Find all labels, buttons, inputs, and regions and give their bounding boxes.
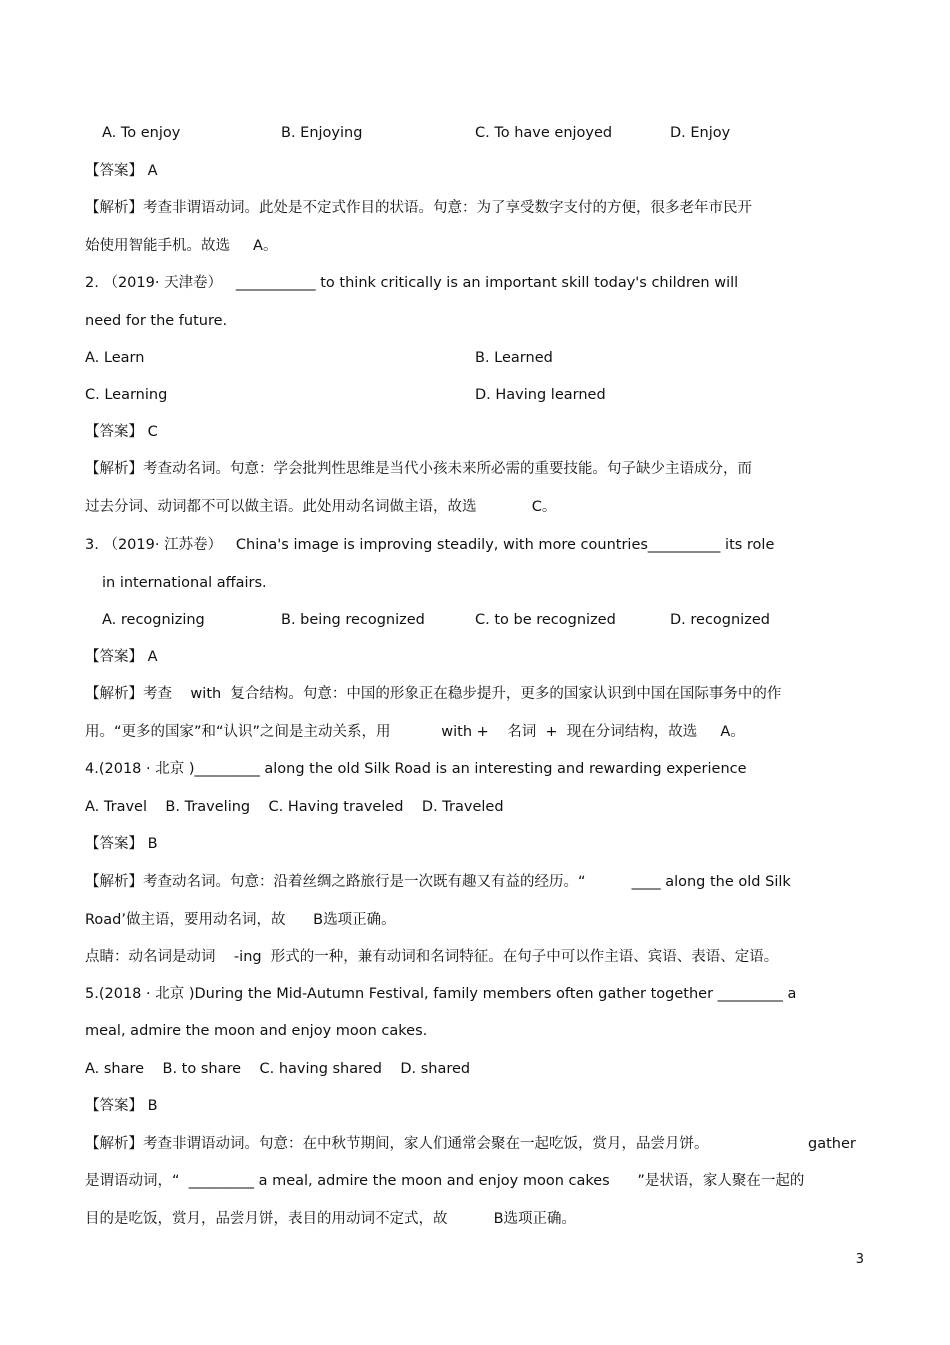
q4-analysis-line-1: 【解析】考查动名词。句意：沿着丝绸之路旅行是一次既有趣又有益的经历。“ ____ along the old Silk xyxy=(85,874,791,890)
q1-analysis-line-1: 【解析】考查非谓语动词。此处是不定式作目的状语。句意：为了享受数字支付的方便，很多老年市民开 xyxy=(85,200,752,216)
q4-tip: 点睛：动名词是动词 -ing 形式的一种，兼有动词和名词特征。在句子中可以作主语、宾语、表语、定语。 xyxy=(85,949,779,965)
q3-stem-line-2: in international affairs. xyxy=(102,575,267,591)
q3-option-a: A. recognizing xyxy=(102,612,205,628)
q5-analysis-line-1-tail: gather xyxy=(808,1136,856,1152)
q5-stem-line-2: meal, admire the moon and enjoy moon cakes. xyxy=(85,1023,428,1039)
q2-option-a: A. Learn xyxy=(85,350,145,366)
q4-answer: 【答案】 B xyxy=(85,836,158,852)
q5-analysis-line-3: 目的是吃饭，赏月，品尝月饼，表目的用动词不定式，故 B选项正确。 xyxy=(85,1211,577,1227)
q1-option-b: B. Enjoying xyxy=(281,125,363,141)
q2-answer: 【答案】 C xyxy=(85,424,158,440)
q2-analysis-line-2: 过去分词、动词都不可以做主语。此处用动名词做主语，故选 C。 xyxy=(85,499,557,515)
page-number: 3 xyxy=(855,1252,864,1267)
q5-analysis-line-2: 是谓语动词，“ _________ a meal, admire the moon and enjoy moon cakes ”是状语，家人聚在一起的 xyxy=(85,1173,805,1189)
q3-analysis-line-2: 用。“更多的国家”和“认识”之间是主动关系，用 with + 名词 + 现在分词结构，故选 A。 xyxy=(85,724,745,740)
q2-option-d: D. Having learned xyxy=(475,387,606,403)
q3-option-d: D. recognized xyxy=(670,612,770,628)
q5-options: A. share B. to share C. having shared D. shared xyxy=(85,1061,471,1077)
q2-stem-line-2: need for the future. xyxy=(85,313,228,329)
q3-answer: 【答案】 A xyxy=(85,649,158,665)
q5-stem-line-1: 5.(2018 · 北京 )During the Mid-Autumn Festival, family members often gather together _________ a xyxy=(85,986,797,1002)
q2-stem-line-1: 2. （2019· 天津卷） ___________ to think critically is an important skill today's children will xyxy=(85,275,739,291)
q2-option-c: C. Learning xyxy=(85,387,168,403)
q5-analysis-line-1: 【解析】考查非谓语动词。句意：在中秋节期间，家人们通常会聚在一起吃饭，赏月，品尝月饼。 xyxy=(85,1136,709,1152)
q1-answer: 【答案】 A xyxy=(85,163,158,179)
q1-option-c: C. To have enjoyed xyxy=(475,125,613,141)
q3-analysis-line-1: 【解析】考查 with 复合结构。句意：中国的形象正在稳步提升，更多的国家认识到中国在国际事务中的作 xyxy=(85,686,782,702)
q3-option-b: B. being recognized xyxy=(281,612,425,628)
q3-stem-line-1: 3. （2019· 江苏卷） China's image is improving steadily, with more countries__________ its role xyxy=(85,537,775,553)
q4-options: A. Travel B. Traveling C. Having traveled D. Traveled xyxy=(85,799,504,815)
q4-stem: 4.(2018 · 北京 )_________ along the old Silk Road is an interesting and rewarding experience xyxy=(85,761,747,777)
q3-option-c: C. to be recognized xyxy=(475,612,616,628)
q1-option-d: D. Enjoy xyxy=(670,125,731,141)
q2-option-b: B. Learned xyxy=(475,350,553,366)
q5-answer: 【答案】 B xyxy=(85,1098,158,1114)
q2-analysis-line-1: 【解析】考查动名词。句意：学会批判性思维是当代小孩未来所必需的重要技能。句子缺少主语成分，而 xyxy=(85,461,752,477)
q1-analysis-line-2: 始使用智能手机。故选 A。 xyxy=(85,238,278,254)
q4-analysis-line-2: Road’做主语，要用动名词，故 B选项正确。 xyxy=(85,912,396,928)
q1-option-a: A. To enjoy xyxy=(102,125,181,141)
